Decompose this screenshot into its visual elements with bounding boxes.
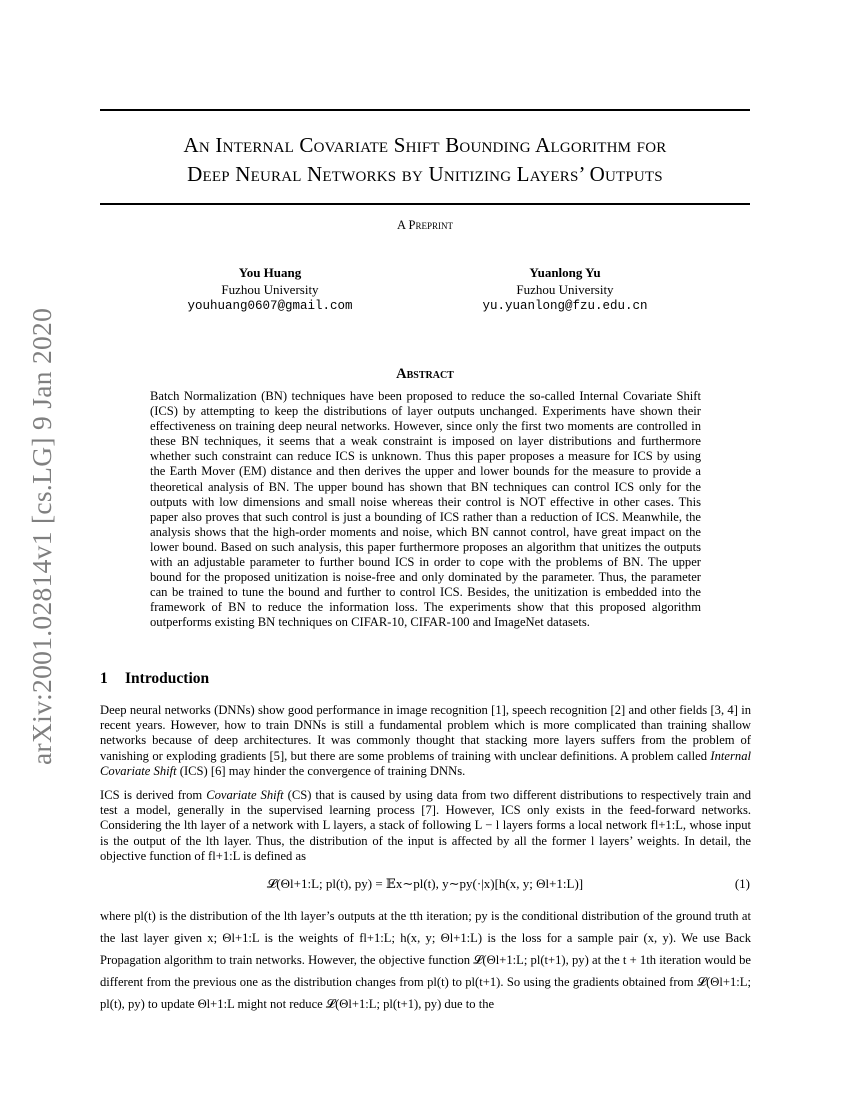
paragraph-text: (CS) that is caused by using data from two different distributions to respectively train and test a model, generally in the supervised learning process [7]. However, ICS only exists in the feed-forward networks. Considering the lth layer of a network with L layers, a stack of following L − l layers forms a local network fl+1:L, whose input is the output of the lth layer. Thus, the distribution of the input is affected by all the former l layers’ weights. In detail, the objective function of fl+1:L is defined as: [100, 788, 751, 863]
equation-1: [100, 874, 750, 898]
preprint-label: A Preprint: [397, 218, 453, 232]
equation-expression: 𝓛(Θl+1:L; pl(t), py) = 𝔼x∼pl(t), y∼py(·|x)[h(x, y; Θl+1:L)]: [266, 876, 584, 891]
intro-paragraph-1: [100, 703, 751, 779]
author-email[interactable]: youhuang0607@gmail.com: [187, 299, 353, 313]
author-block-1: [160, 264, 380, 315]
title-rule-bottom: [100, 203, 750, 205]
author-email[interactable]: yu.yuanlong@fzu.edu.cn: [482, 299, 648, 313]
paragraph-italic-term: Covariate Shift: [206, 788, 284, 802]
author-affiliation: Fuzhou University: [221, 282, 319, 297]
paper-title-line-2: Deep Neural Networks by Unitizing Layers’ Outputs: [187, 162, 663, 186]
paragraph-text: Deep neural networks (DNNs) show good performance in image recognition [1], speech recognition [2] and other fields [3, 4] in recent years. However, how to train DNNs is still a fundamental problem which is more complicated than training shallow networks because of deep architectures. It was commonly thought that stacking more layers suffers from the problem of vanishing or exploding gradients [5], but there are some problems of training with unclear definitions. A problem called: [100, 703, 751, 763]
section-number: 1: [100, 670, 108, 687]
intro-paragraph-3: where pl(t) is the distribution of the lth layer’s outputs at the tth iteration; py is the conditional distribution of the ground truth at the last layer given x; Θl+1:L is the weights of fl+1:L; h(x, y; Θl+1:L) is the loss for a sample pair (x, y). We use Back Propagation algorithm to train networks. However, the objective function 𝓛(Θl+1:L; pl(t+1), py) at the t + 1th iteration would be different from the previous one as the distribution changes from pl(t) to pl(t+1). So using the gradients obtained from 𝓛(Θl+1:L; pl(t), py) to update Θl+1:L might not reduce 𝓛(Θl+1:L; pl(t+1), py) due to the: [100, 909, 751, 1011]
paper-title-line-1: An Internal Covariate Shift Bounding Algorithm for: [183, 133, 667, 157]
abstract-text: Batch Normalization (BN) techniques have been proposed to reduce the so-called Internal Covariate Shift (ICS) by attempting to keep the distributions of layer outputs unchanged. Experiments have shown their effectiveness on training deep neural networks. However, since only the first two moments are controlled in these BN techniques, it seems that a weak constraint is imposed on layer distributions and furthermore whether such constraint can reduce ICS is unknown. Thus this paper proposes a measure for ICS by using the Earth Mover (EM) distance and then derives the upper and lower bounds for the measure to provide a theoretical analysis of BN. The upper bound has shown that BN techniques can control ICS only for the outputs with low dimensions and small noise whereas their control is NOT effective in other cases. This paper also proves that such control is just a bounding of ICS rather than a reduction of ICS. Meanwhile, the analysis shows that the high-order moments and noise, which BN cannot control, have great impact on the lower bound. Based on such analysis, this paper furthermore proposes an algorithm that unitizes the outputs with an adjustable parameter to further bound ICS in order to cope with the problems of BN. The upper bound for the proposed unitization is noise-free and only dominated by the parameter. Thus, the parameter can be trained to tune the bound and further to control ICS. Besides, the unitization is embedded into the framework of BN to reduce the information loss. The experiments show that this proposed algorithm outperforms existing BN techniques on CIFAR-10, CIFAR-100 and ImageNet datasets.: [150, 389, 701, 630]
author-affiliation: Fuzhou University: [516, 282, 614, 297]
arxiv-watermark: arXiv:2001.02814v1 [cs.LG] 9 Jan 2020: [26, 307, 57, 765]
paragraph-italic-term: Internal Covariate Shift: [100, 748, 751, 778]
equation-number: (1): [734, 876, 750, 891]
abstract-heading: Abstract: [396, 366, 454, 382]
author-name: You Huang: [238, 265, 302, 280]
section-heading: [100, 670, 209, 688]
title-rule-top: [100, 109, 750, 111]
section-title: Introduction: [125, 670, 210, 687]
intro-paragraph-2: [100, 788, 751, 864]
paragraph-text: (ICS) [6] may hinder the convergence of training DNNs.: [176, 763, 466, 778]
paragraph-text: ICS is derived from: [100, 788, 207, 802]
author-block-2: [455, 264, 675, 315]
paper-title: [100, 131, 750, 189]
author-name: Yuanlong Yu: [529, 265, 601, 280]
